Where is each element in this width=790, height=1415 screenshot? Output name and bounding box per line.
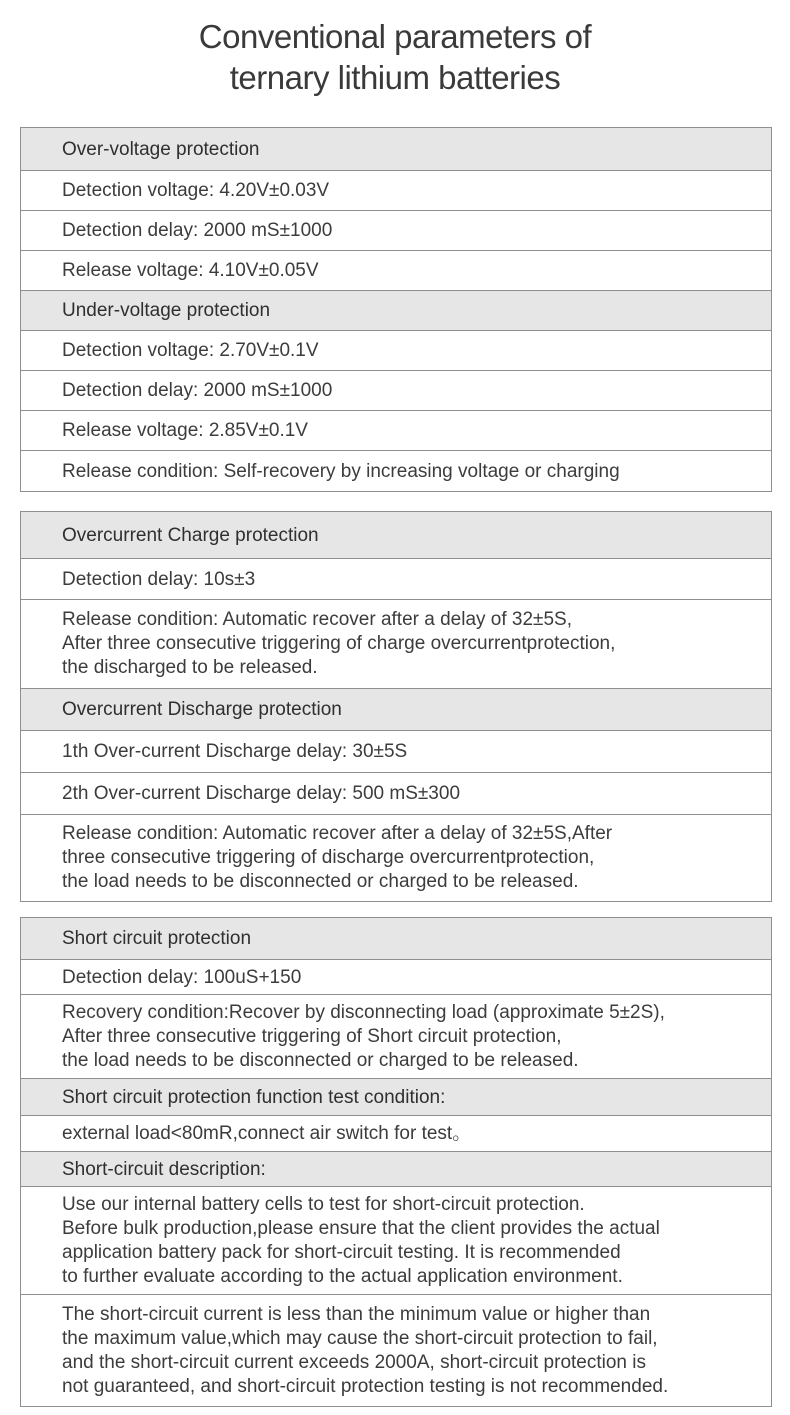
- table-cell: [21, 451, 772, 492]
- over-voltage-header: [21, 128, 772, 171]
- table-row: [21, 559, 772, 600]
- table-cell: [21, 995, 772, 1079]
- row-text: and the short-circuit current exceeds 2000A, short-circuit protection is: [62, 1351, 646, 1373]
- short-circuit-protection-table: [20, 917, 772, 1407]
- row-text: After three consecutive triggering of Short circuit protection,: [62, 1025, 562, 1047]
- row-text: Release voltage: 2.85V±0.1V: [62, 420, 308, 441]
- row-text: three consecutive triggering of discharge overcurrentprotection,: [62, 847, 595, 868]
- overcurrent-protection-table: [20, 511, 772, 902]
- table-row: [21, 171, 772, 211]
- row-text: 1th Over-current Discharge delay: 30±5S: [62, 741, 408, 762]
- row-text: not guaranteed, and short-circuit protection testing is not recommended.: [62, 1375, 669, 1397]
- table-cell: [21, 960, 772, 995]
- table-row: [21, 689, 772, 731]
- row-text: Detection delay: 2000 mS±1000: [62, 220, 333, 241]
- table-cell: [21, 1187, 772, 1295]
- row-text: Short circuit protection function test condition:: [62, 1086, 446, 1108]
- table-row: [21, 211, 772, 251]
- table-row: [21, 960, 772, 995]
- page-title: [0, 16, 790, 98]
- row-text: Short-circuit description:: [62, 1158, 266, 1180]
- row-text: Recovery condition:Recover by disconnecting load (approximate 5±2S),: [62, 1001, 665, 1023]
- row-text: Before bulk production,please ensure that the client provides the actual: [62, 1217, 660, 1239]
- row-text: Detection delay: 10s±3: [62, 568, 256, 590]
- table-row: [21, 1116, 772, 1152]
- row-text: the discharged to be released.: [62, 657, 318, 678]
- table-row: [21, 331, 772, 371]
- table-cell: [21, 815, 772, 902]
- row-text: Over-voltage protection: [62, 138, 260, 160]
- table-cell: [21, 211, 772, 251]
- table-cell: [21, 411, 772, 451]
- table-cell: [21, 331, 772, 371]
- row-text: Release voltage: 4.10V±0.05V: [62, 260, 319, 281]
- row-text: Detection voltage: 4.20V±0.03V: [62, 180, 330, 201]
- page-title-line-1: Conventional parameters of: [198, 18, 592, 55]
- table-row: [21, 251, 772, 291]
- under-voltage-header: [21, 291, 772, 331]
- table-row: [21, 600, 772, 689]
- row-text: Release condition: Automatic recover after a delay of 32±5S,: [62, 609, 572, 630]
- table-cell: [21, 600, 772, 689]
- table-cell: [21, 1116, 772, 1152]
- table-cell: [21, 171, 772, 211]
- table-row: [21, 918, 772, 960]
- overcurrent-charge-header: [21, 512, 772, 559]
- page-title-line-2: ternary lithium batteries: [229, 59, 561, 96]
- row-text: Overcurrent Charge protection: [62, 524, 319, 546]
- table-row: [21, 815, 772, 902]
- row-text: The short-circuit current is less than the minimum value or higher than: [62, 1303, 651, 1325]
- short-circuit-description-header: [21, 1152, 772, 1187]
- row-text: 2th Over-current Discharge delay: 500 mS±300: [62, 783, 461, 804]
- table-cell: [21, 251, 772, 291]
- table-row: [21, 371, 772, 411]
- overcurrent-discharge-header: [21, 689, 772, 731]
- table-row: [21, 1295, 772, 1407]
- row-text: Release condition: Self-recovery by increasing voltage or charging: [62, 460, 620, 482]
- table-row: [21, 128, 772, 171]
- table-row: [21, 731, 772, 773]
- table-row: [21, 1187, 772, 1295]
- table-row: [21, 411, 772, 451]
- row-text: Detection voltage: 2.70V±0.1V: [62, 340, 319, 361]
- table-cell: [21, 371, 772, 411]
- table-row: [21, 1079, 772, 1116]
- row-text: the load needs to be disconnected or charged to be released.: [62, 1049, 579, 1071]
- row-text: the maximum value,which may cause the short-circuit protection to fail,: [62, 1327, 658, 1349]
- table-cell: [21, 731, 772, 773]
- table-row: [21, 773, 772, 815]
- table-cell: [21, 773, 772, 815]
- table-row: [21, 291, 772, 331]
- table-row: [21, 1152, 772, 1187]
- row-text: Overcurrent Discharge protection: [62, 699, 342, 720]
- short-circuit-header: [21, 918, 772, 960]
- row-text: application battery pack for short-circuit testing. It is recommended: [62, 1241, 621, 1263]
- row-text: external load<80mR,connect air switch for test。: [62, 1123, 472, 1144]
- row-text: the load needs to be disconnected or charged to be released.: [62, 871, 579, 892]
- table-cell: [21, 559, 772, 600]
- voltage-protection-table: [20, 127, 772, 492]
- short-circuit-test-condition-header: [21, 1079, 772, 1116]
- table-row: [21, 451, 772, 492]
- row-text: Release condition: Automatic recover after a delay of 32±5S,After: [62, 823, 613, 844]
- row-text: Short circuit protection: [62, 928, 252, 949]
- row-text: to further evaluate according to the actual application environment.: [62, 1265, 623, 1287]
- row-text: Under-voltage protection: [62, 300, 271, 321]
- row-text: Detection delay: 100uS+150: [62, 966, 302, 988]
- table-row: [21, 512, 772, 559]
- table-row: [21, 995, 772, 1079]
- row-text: Detection delay: 2000 mS±1000: [62, 380, 333, 401]
- table-cell: [21, 1295, 772, 1407]
- row-text: After three consecutive triggering of charge overcurrentprotection,: [62, 633, 616, 654]
- row-text: Use our internal battery cells to test for short-circuit protection.: [62, 1193, 585, 1215]
